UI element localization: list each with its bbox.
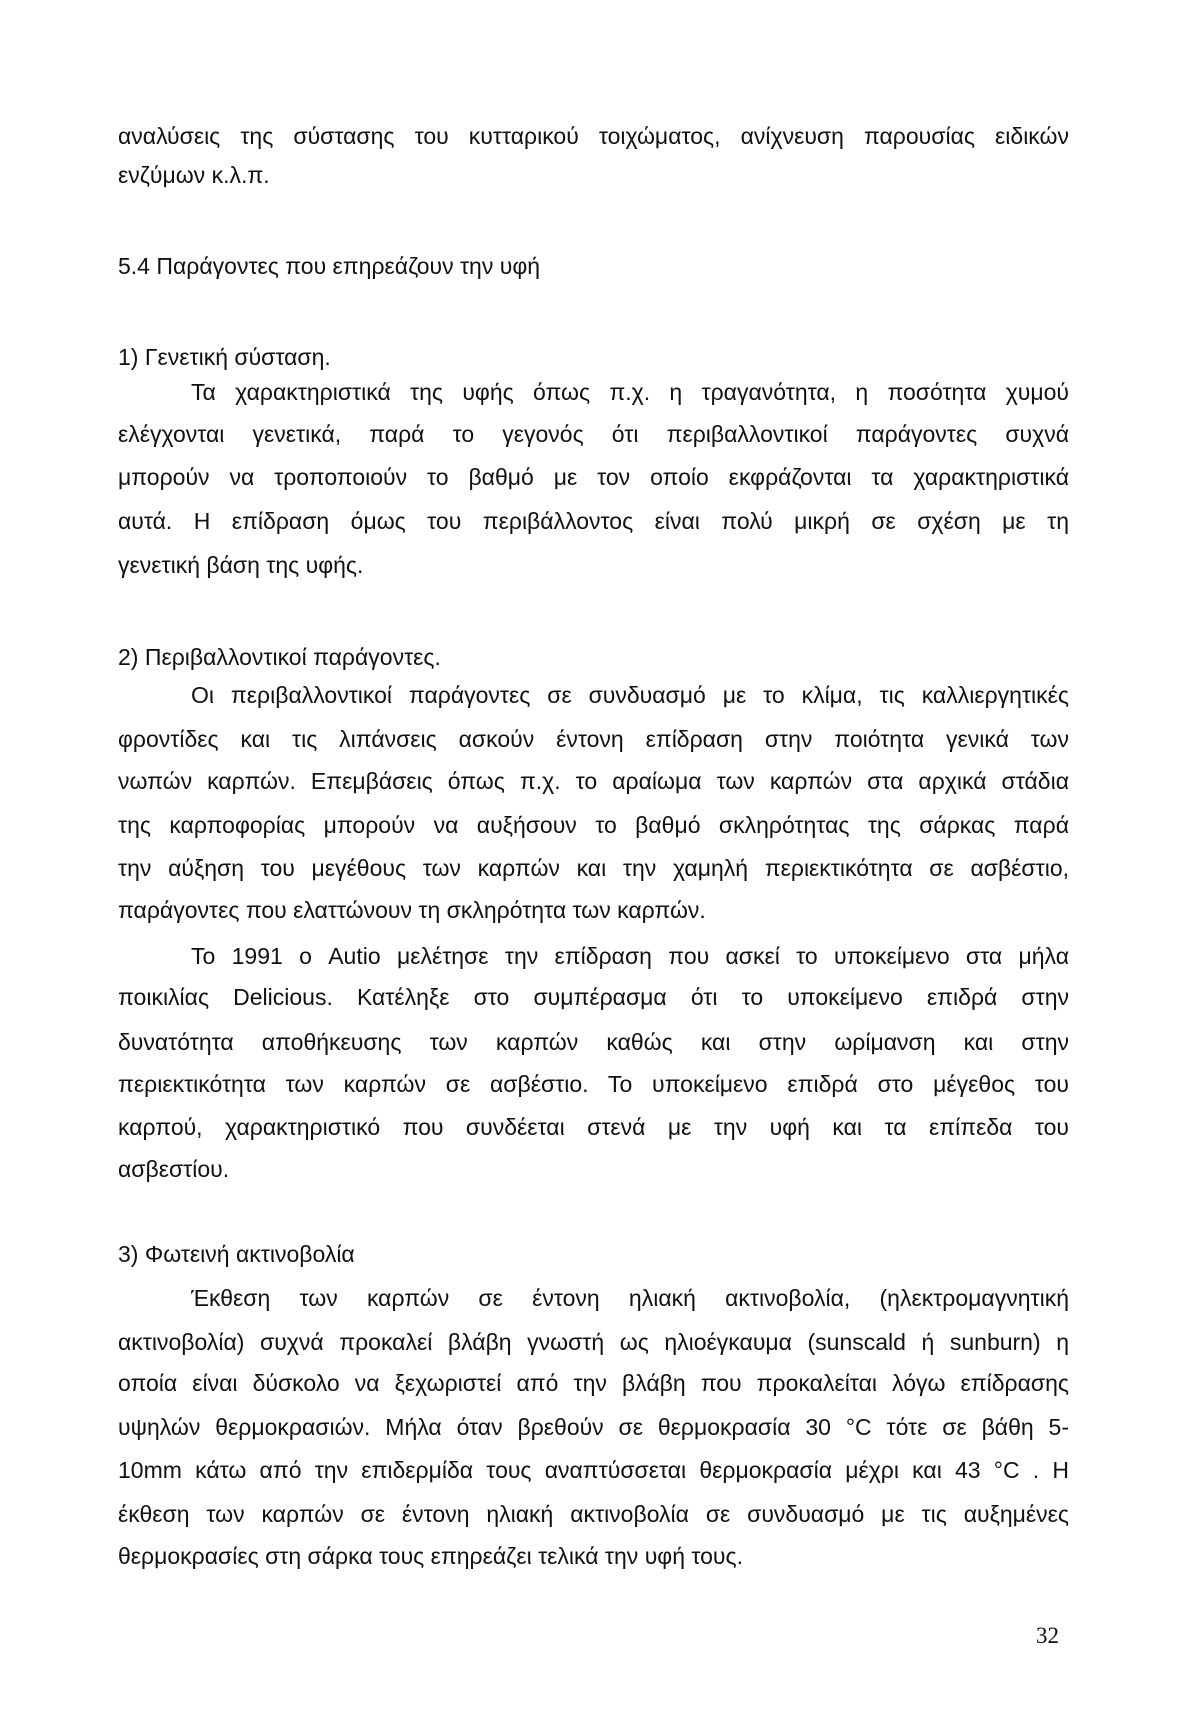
paragraph-line: μπορούν να τροποποιούν το βαθμό με τον οποίο εκφράζονται τα χαρακτηριστικά bbox=[118, 464, 1069, 490]
factor-heading-light-radiation: 3) Φωτεινή ακτινοβολία bbox=[118, 1241, 355, 1267]
paragraph-line: ελέγχονται γενετικά, παρά το γεγονός ότι περιβαλλοντικοί παράγοντες συχνά bbox=[118, 421, 1069, 447]
paragraph-line: της καρποφορίας μπορούν να αυξήσουν το βαθμό σκληρότητας της σάρκας παρά bbox=[118, 812, 1069, 838]
paragraph-line: καρπού, χαρακτηριστικό που συνδέεται στενά με την υφή και τα επίπεδα του bbox=[118, 1114, 1069, 1140]
paragraph-line: γενετική βάση της υφής. bbox=[118, 552, 364, 578]
paragraph-line: παράγοντες που ελαττώνουν τη σκληρότητα των καρπών. bbox=[118, 897, 706, 923]
paragraph-line: ενζύμων κ.λ.π. bbox=[118, 162, 270, 188]
paragraph-line: ασβεστίου. bbox=[118, 1156, 230, 1182]
paragraph-line: 10mm κάτω από την επιδερμίδα τους αναπτύσσεται θερμοκρασία μέχρι και 43 °C . Η bbox=[118, 1457, 1069, 1483]
factor-heading-environmental: 2) Περιβαλλοντικοί παράγοντες. bbox=[118, 644, 441, 670]
section-heading: 5.4 Παράγοντες που επηρεάζουν την υφή bbox=[118, 253, 541, 279]
paragraph-line: ακτινοβολία) συχνά προκαλεί βλάβη γνωστή ως ηλιοέγκαυμα (sunscald ή sunburn) η bbox=[118, 1329, 1069, 1355]
paragraph-line: υψηλών θερμοκρασιών. Μήλα όταν βρεθούν σε θερμοκρασία 30 °C τότε σε βάθη 5- bbox=[118, 1414, 1069, 1440]
paragraph-line: αυτά. Η επίδραση όμως του περιβάλλοντος είναι πολύ μικρή σε σχέση με τη bbox=[118, 508, 1069, 534]
paragraph-line: την αύξηση του μεγέθους των καρπών και την χαμηλή περιεκτικότητα σε ασβέστιο, bbox=[118, 855, 1069, 881]
paragraph-line: ποικιλίας Delicious. Κατέληξε στο συμπέρασμα ότι το υποκείμενο επιδρά στην bbox=[118, 984, 1069, 1010]
paragraph-line: Τα χαρακτηριστικά της υφής όπως π.χ. η τραγανότητα, η ποσότητα χυμού bbox=[191, 379, 1069, 405]
paragraph-line: αναλύσεις της σύστασης του κυτταρικού τοιχώματος, ανίχνευση παρουσίας ειδικών bbox=[118, 123, 1069, 149]
paragraph-line: οποία είναι δύσκολο να ξεχωριστεί από την βλάβη που προκαλείται λόγω επίδρασης bbox=[118, 1370, 1069, 1396]
paragraph-line: Οι περιβαλλοντικοί παράγοντες σε συνδυασμό με το κλίμα, τις καλλιεργητικές bbox=[191, 682, 1069, 708]
paragraph-line: Έκθεση των καρπών σε έντονη ηλιακή ακτινοβολία, (ηλεκτρομαγνητική bbox=[191, 1285, 1069, 1311]
factor-heading-genetic: 1) Γενετική σύσταση. bbox=[118, 344, 331, 370]
page-number: 32 bbox=[1036, 1623, 1059, 1648]
paragraph-line: δυνατότητα αποθήκευσης των καρπών καθώς και στην ωρίμανση και στην bbox=[118, 1029, 1069, 1055]
paragraph-line: Το 1991 ο Autio μελέτησε την επίδραση που ασκεί το υποκείμενο στα μήλα bbox=[191, 943, 1069, 969]
paragraph-line: νωπών καρπών. Επεμβάσεις όπως π.χ. το αραίωμα των καρπών στα αρχικά στάδια bbox=[118, 768, 1069, 794]
paragraph-line: φροντίδες και τις λιπάνσεις ασκούν έντονη επίδραση στην ποιότητα γενικά των bbox=[118, 726, 1069, 752]
paragraph-line: θερμοκρασίες στη σάρκα τους επηρεάζει τελικά την υφή τους. bbox=[118, 1543, 743, 1569]
paragraph-line: περιεκτικότητα των καρπών σε ασβέστιο. Το υποκείμενο επιδρά στο μέγεθος του bbox=[118, 1071, 1069, 1097]
paragraph-line: έκθεση των καρπών σε έντονη ηλιακή ακτινοβολία σε συνδυασμό με τις αυξημένες bbox=[118, 1501, 1069, 1527]
